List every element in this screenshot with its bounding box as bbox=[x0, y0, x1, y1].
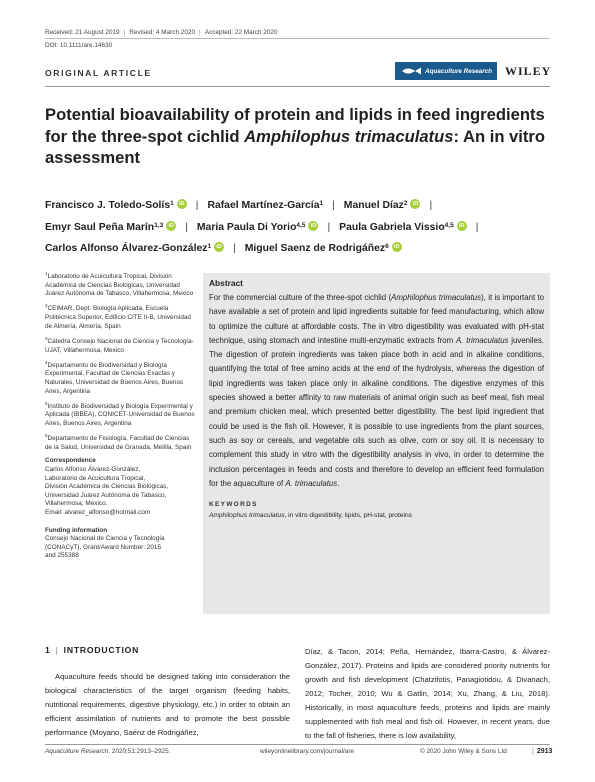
footer-copyright: © 2020 John Wiley & Sons Ltd bbox=[420, 748, 507, 755]
affiliation: $^6$Departamento de Fisiología, Facultad de Ciencias de la Salud, Universidad de Granada, Melilla, Spain bbox=[45, 433, 192, 451]
abstract-heading: Abstract bbox=[209, 278, 243, 288]
author-name[interactable]: Paula Gabriela Vissio$^{4,5}$ iD bbox=[339, 222, 467, 233]
article-title: Potential bioavailability of protein and lipids in feed ingredients for the three-spot cichlid Amphilophus trimaculatus: An in vitro assessment bbox=[45, 105, 546, 167]
author-name[interactable]: Miguel Saenz de Rodrigáñez$^6$ iD bbox=[245, 243, 402, 254]
author-name[interactable]: Manuel Díaz$^2$ iD bbox=[344, 200, 421, 211]
separator: | bbox=[123, 29, 126, 36]
orcid-icon[interactable]: iD bbox=[214, 242, 224, 252]
correspondence-email[interactable]: Email: alvarez_alfonso@hotmail.com bbox=[45, 508, 151, 516]
author-name[interactable]: Emyr Saul Peña Marín$^{1,3}$ iD bbox=[45, 222, 176, 233]
affiliation: $^1$Laboratorio de Acuicultura Tropical, División Académica de Ciencias Biológicas, Universidad Juárez Autónoma de Tabasco, Villahermosa, Mexico bbox=[45, 271, 194, 298]
affiliation: $^3$Cátedra Consejo Nacional de Ciencia y Tecnología-UJAT, Villahermosa, Mexico bbox=[45, 335, 194, 354]
author-name[interactable]: Carlos Alfonso Álvarez-González$^1$ iD bbox=[45, 243, 224, 254]
correspondence-heading: Correspondence bbox=[45, 457, 96, 465]
keywords-heading: KEYWORDS bbox=[209, 501, 258, 509]
orcid-icon[interactable]: iD bbox=[308, 221, 318, 231]
affiliation: $^4$Departamento de Biodiversidad y Biología Experimental, Facultad de Ciencias Exactas y Naturales, Universidad de Buenos Aires, Buenos Aires, Argentina bbox=[45, 359, 184, 395]
orcid-icon[interactable]: iD bbox=[177, 199, 187, 209]
divider bbox=[45, 38, 550, 39]
footer-url[interactable]: wileyonlinelibrary.com/journal/are bbox=[260, 748, 355, 755]
orcid-icon[interactable]: iD bbox=[410, 199, 420, 209]
divider bbox=[45, 86, 550, 87]
author-name[interactable]: Maria Paula Di Yorio$^{4,5}$ iD bbox=[197, 222, 319, 233]
author-name[interactable]: Rafael Martínez-García$^1$ bbox=[207, 200, 324, 211]
received-date: Received: 21 August 2019 bbox=[45, 29, 120, 36]
orcid-icon[interactable]: iD bbox=[392, 242, 402, 252]
funding-block: Consejo Nacional de Ciencia y Tecnología (CONACyT), Grant/Award Number: 2015 and 255388 bbox=[45, 535, 165, 560]
author-list: Francisco J. Toledo-Solís$^1$ iD | Rafael Martínez-García$^1$ | Manuel Díaz$^2$ iD | Emyr Saul Peña Marín$^{1,3}$ iD | Maria Paula Di Yorio$^{4,5}$ iD | Paula Gabriela Vissio$^{4,5}$ iD | Carlos Alfonso Álvarez-González$^1$ iD | Miguel Saenz de Rodrigáñez$^6$ iD bbox=[45, 200, 479, 254]
accepted-date: Accepted: 22 March 2020 bbox=[204, 29, 278, 36]
divider bbox=[45, 744, 550, 745]
affiliation: $^2$CEIMAR, Dept. Biología Aplicada, Escuela Politécnica Superior, Edificio CITE II-B, Universidad de Almería, Almería, Spain bbox=[45, 303, 191, 330]
intro-left-column: Aquaculture feeds should be designed taking into consideration the biological characteristics of the target organism (feeding habits, nutritional requirements, digestive physiology, etc.) in order to obtain an efficient assimilation of nutrients and to promote the best possible performance (Moyano, Saénz de Rodrigáñez, bbox=[45, 672, 290, 737]
footer-citation: Aquaculture Research. 2020;51:2913–2925. bbox=[45, 748, 171, 755]
revised-date: Revised: 4 March 2020 bbox=[129, 29, 196, 36]
funding-heading: Funding information bbox=[45, 526, 108, 534]
article-type-label: ORIGINAL ARTICLE bbox=[45, 68, 152, 78]
affiliations-column bbox=[45, 270, 197, 561]
journal-logo-text: Aquaculture Research bbox=[425, 67, 492, 75]
affiliation: $^5$Instituto de Biodiversidad y Biología Experimental y Aplicada (IBBEA), CONICET-Universidad de Buenos Aires, Buenos Aires, Argentina bbox=[45, 400, 195, 427]
section-heading-introduction: 1 | INTRODUCTION bbox=[45, 645, 140, 655]
intro-right-column: Díaz, & Tacon, 2014; Peña, Hernández, Ibarra-Castro, & Álvarez-González, 2017). Proteins and lipids are considered priority nutrients for growth and fish development (Chatzifotis, Panagiotidou, & Divanach, 2012; Tocher, 2010; Wu & Gatlin, 2014; Xu, Zhang, & Liu, 2018). Historically, in most aquaculture feeds, proteins and lipids are mainly supplemented with fish meal and fish oil. However, in recent years, due to the fall of fisheries, there is low availability, bbox=[305, 647, 550, 740]
author-name[interactable]: Francisco J. Toledo-Solís$^1$ iD bbox=[45, 200, 187, 211]
keywords-list: Amphilophus trimaculatus, in vitro digestibility, lipids, pH-stat, proteins bbox=[209, 512, 412, 520]
publisher-logo: WILEY bbox=[505, 64, 552, 78]
doi-link[interactable]: DOI: 10.1111/are.14630 bbox=[45, 42, 113, 49]
correspondence-block: Carlos Alfonso Álvarez-González, Laboratorio de Acuicultura Tropical, División Académica de Ciencias Biológicas, Universidad Juárez Autónoma de Tabasco, Villahermosa, Mexico. Email: alvarez_alfonso@hotmail.com bbox=[45, 466, 197, 518]
abstract-box bbox=[203, 273, 550, 614]
orcid-icon[interactable]: iD bbox=[166, 221, 176, 231]
separator: | bbox=[199, 29, 201, 36]
header-dates bbox=[45, 29, 278, 36]
abstract-text: For the commercial culture of the three-spot cichlid (Amphilophus trimaculatus), it is important to have available a set of protein and lipid ingredients suitable for feed manufacturing, which allow to optimize the culture at affordable costs. The in vitro digestibility was evaluated with pH-stat technique, using stomach and intestine multi-enzymatic extracts from A. trimaculatus juveniles. The digestion of protein ingredients was taken place both in acid and in alkaline conditions, quantifying the total of free amino acids at the end of the hydrolysis, whereas the digestion of lipid ingredients was taken place only in alkaline conditions. The digestive enzymes of this species showed a better affinity to raw materials of animal origin such as beef meal, fish meal and premium chicken meal, which presented better digestibility. The best lipid ingredient that could be used is the fish oil. However, it is possible to use ingredients from the plant sources, such as soy or cereals, and vegetable oils such as olive, corn or soy oil. It is necessary to complement this study in vitro with the digestibility analysis in vivo, in order to determine the inclusion percentages in feeds and costs and therefore to develop an efficient feed formulation for the aquaculture of A. trimaculatus. bbox=[209, 293, 545, 488]
orcid-icon[interactable]: iD bbox=[457, 221, 467, 231]
journal-logo bbox=[395, 62, 497, 80]
page-number: | 2913 bbox=[532, 748, 553, 755]
fish-logo-icon bbox=[400, 66, 424, 76]
